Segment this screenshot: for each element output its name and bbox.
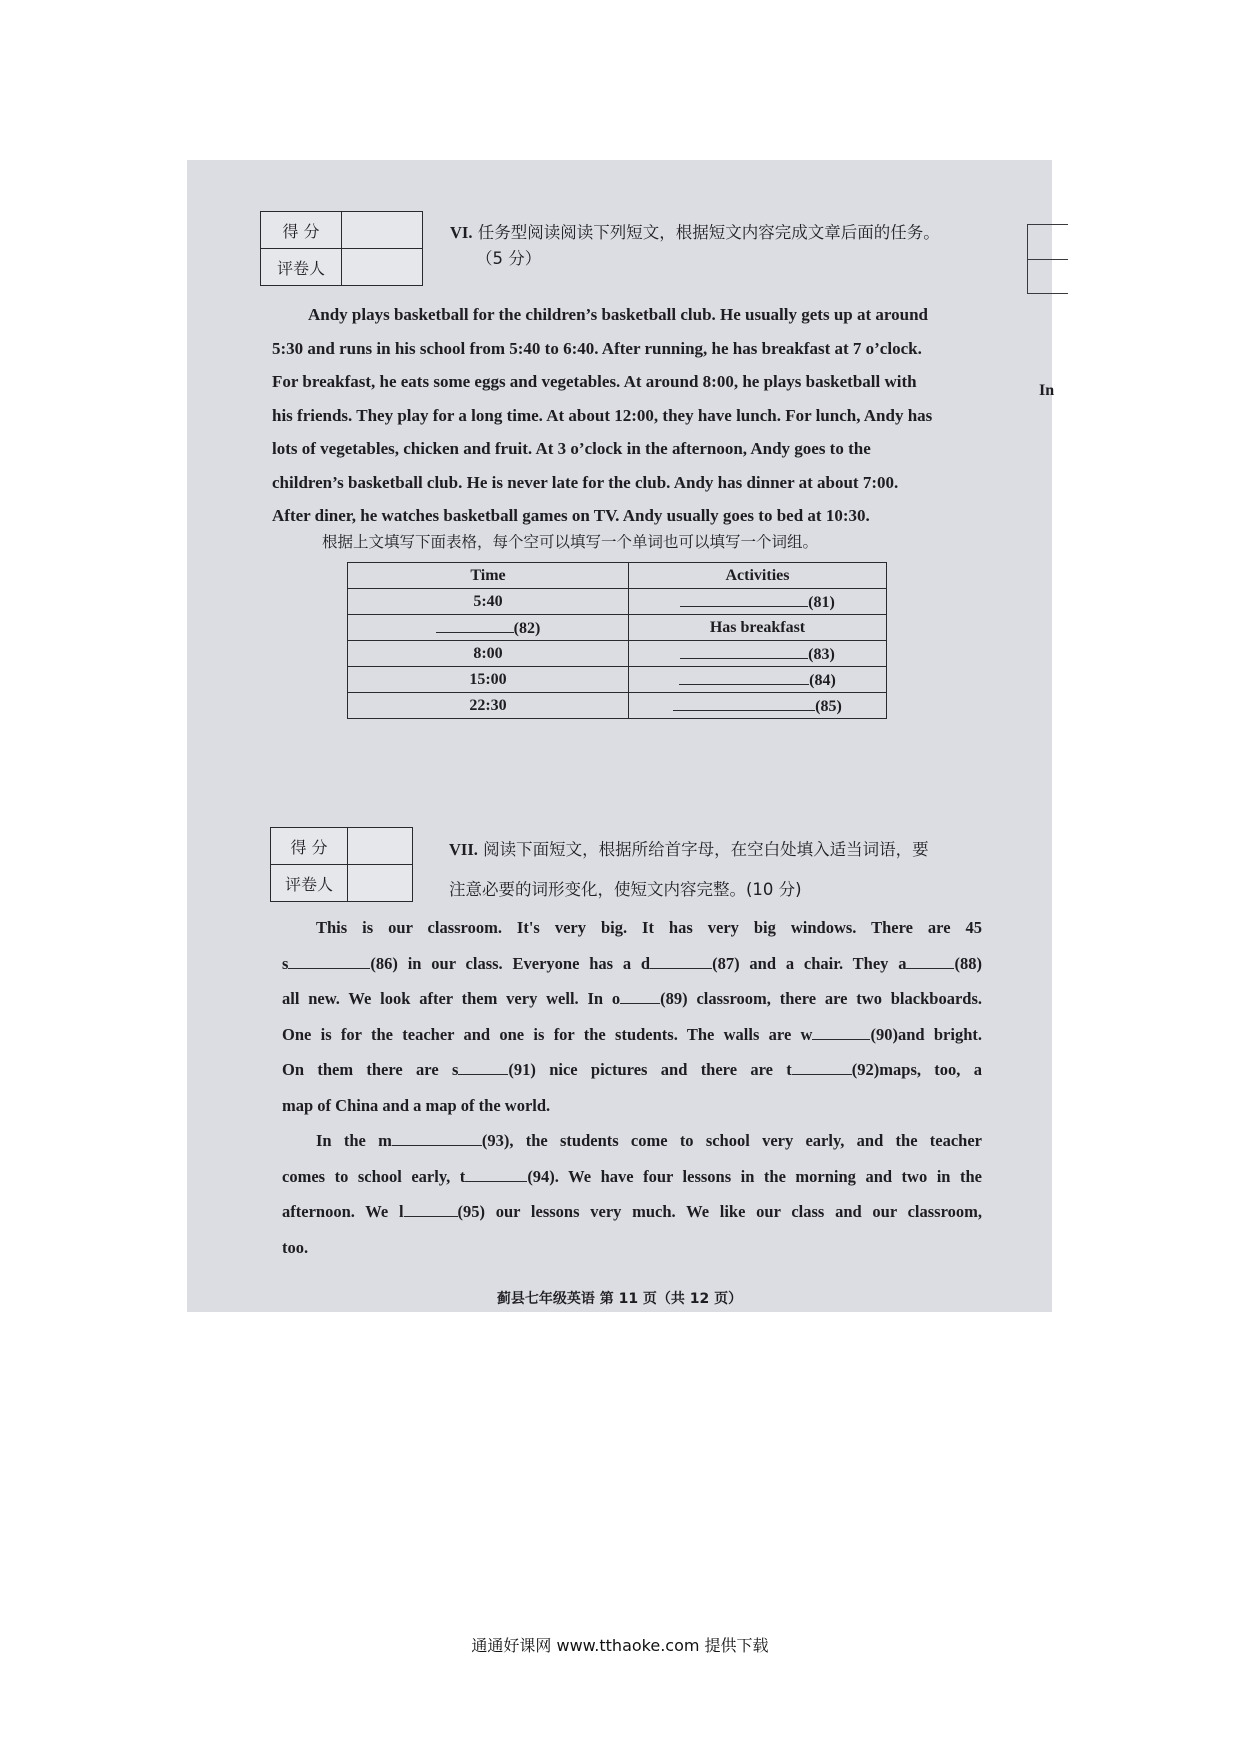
score-box-section-7 <box>270 827 413 902</box>
passage-line: One is for the teacher and one is for the students. The walls are w (90)and bright. <box>282 1024 982 1044</box>
passage-line: After diner, he watches basketball games on TV. Andy usually goes to bed at 10:30. <box>272 506 870 525</box>
section-6-points: （5 分） <box>476 249 542 268</box>
section-7-passage <box>282 910 982 1265</box>
table-instruction: 根据上文填写下面表格，每个空可以填写一个单词也可以填写一个词组。 <box>322 533 819 551</box>
passage-line: For breakfast, he eats some eggs and vegetables. At around 8:00, he plays basketball with <box>272 372 917 391</box>
answer-blank-89[interactable] <box>620 988 660 1004</box>
grader-blank[interactable] <box>342 249 423 286</box>
grader-blank[interactable] <box>348 865 413 902</box>
score-box-section-6 <box>260 211 423 286</box>
answer-blank-88[interactable] <box>906 953 954 969</box>
passage-line: In the m (93), the students come to school very early, and the teacher <box>316 1131 983 1150</box>
section-6-passage <box>272 298 1040 533</box>
section-6-number: VI. <box>450 223 473 242</box>
passage-line: 5:30 and runs in his school from 5:40 to 6:40. After running, he has breakfast at 7 o’clock. <box>272 338 922 358</box>
passage-line: afternoon. We l (95) our lessons very much. We like our class and our classroom, <box>282 1202 982 1221</box>
time-cell: 5:40 <box>348 589 629 615</box>
activity-cell: Has breakfast <box>629 615 887 641</box>
table-row <box>348 615 887 641</box>
passage-line: his friends. They play for a long time. At about 12:00, they have lunch. For lunch, Andy has <box>272 405 933 425</box>
answer-blank-90[interactable] <box>812 1024 870 1040</box>
answer-blank-86[interactable] <box>288 953 370 969</box>
score-blank[interactable] <box>348 828 413 865</box>
table-row <box>348 693 887 719</box>
section-7-title-line-2: 注意必要的词形变化，使短文内容完整。(10 分) <box>449 880 802 899</box>
passage-line: Andy plays basketball for the children’s basketball club. He usually gets up at around <box>308 305 929 324</box>
section-7-title: 阅读下面短文，根据所给首字母，在空白处填入适当词语，要 <box>483 840 929 859</box>
table-header-row <box>348 563 887 589</box>
neighbor-page-score-box <box>1027 224 1068 294</box>
time-cell: 22:30 <box>348 693 629 719</box>
answer-blank-94[interactable] <box>465 1166 527 1182</box>
section-6-heading <box>450 220 1040 272</box>
passage-line: This is our classroom. It's very big. It has very big windows. There are 45 <box>316 918 982 937</box>
section-7-number: VII. <box>449 840 478 859</box>
section-6-title: 任务型阅读阅读下列短文，根据短文内容完成文章后面的任务。 <box>477 223 940 242</box>
passage-line: all new. We look after them very well. In o (89) classroom, there are two blackboards. <box>282 989 982 1008</box>
download-watermark: 通通好课网 www.tthaoke.com 提供下载 <box>471 1636 769 1655</box>
score-label: 得 分 <box>261 212 342 249</box>
answer-blank-85[interactable]: (85) <box>629 693 887 719</box>
answer-blank-81[interactable]: (81) <box>629 589 887 615</box>
passage-line: comes to school early, t (94). We have four lessons in the morning and two in the <box>282 1166 982 1186</box>
answer-blank-83[interactable]: (83) <box>629 641 887 667</box>
time-cell: 8:00 <box>348 641 629 667</box>
passage-line: too. <box>282 1237 309 1257</box>
answer-blank-84[interactable]: (84) <box>629 667 887 693</box>
header-time: Time <box>348 563 629 589</box>
table-row <box>348 589 887 615</box>
section-7-heading <box>449 830 1049 910</box>
time-cell: 15:00 <box>348 667 629 693</box>
header-activities: Activities <box>629 563 887 589</box>
passage-line: lots of vegetables, chicken and fruit. At 3 o’clock in the afternoon, Andy goes to the <box>272 439 871 458</box>
score-label: 得 分 <box>271 828 348 865</box>
activities-table <box>347 562 887 719</box>
passage-line: children’s basketball club. He is never late for the club. Andy has dinner at about 7:00. <box>272 472 899 492</box>
answer-blank-82[interactable]: (82) <box>348 615 629 641</box>
score-blank[interactable] <box>342 212 423 249</box>
page-footer: 蓟县七年级英语 第 11 页（共 12 页） <box>496 1291 743 1307</box>
neighbor-page-fragment: In <box>1039 382 1055 399</box>
passage-line: s (86) in our class. Everyone has a d (87) and a chair. They a (88) <box>282 953 982 973</box>
answer-blank-93[interactable] <box>392 1130 482 1146</box>
answer-blank-92[interactable] <box>792 1059 852 1075</box>
grader-label: 评卷人 <box>271 865 348 902</box>
answer-blank-91[interactable] <box>458 1059 508 1075</box>
answer-blank-95[interactable] <box>404 1201 458 1217</box>
passage-line: map of China and a map of the world. <box>282 1095 551 1115</box>
scanned-exam-page <box>187 160 1055 1312</box>
passage-line: On them there are s (91) nice pictures and there are t (92)maps, too, a <box>282 1060 982 1079</box>
grader-label: 评卷人 <box>261 249 342 286</box>
answer-blank-87[interactable] <box>650 953 712 969</box>
table-row <box>348 641 887 667</box>
table-row <box>348 667 887 693</box>
